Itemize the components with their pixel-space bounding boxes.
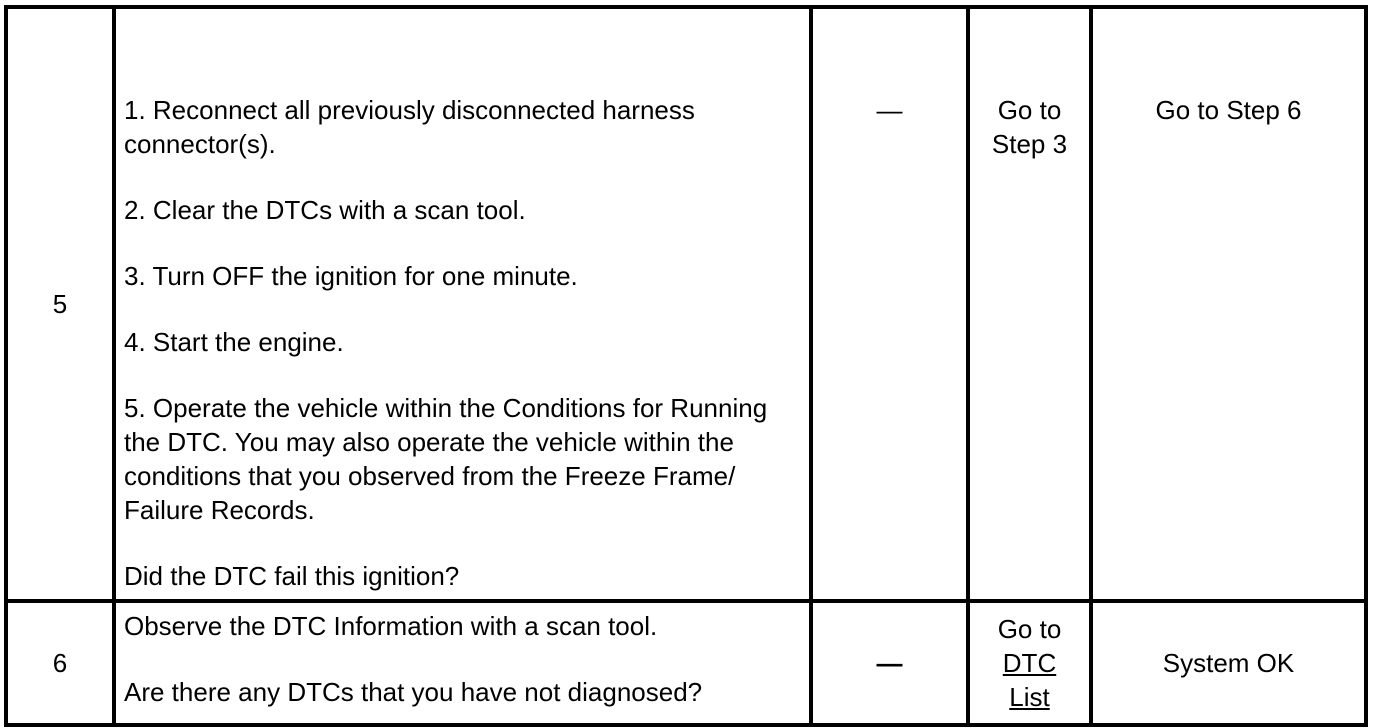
action-item-4: 4. Start the engine.	[124, 327, 344, 357]
yes-line-1: Go to	[997, 95, 1062, 125]
dtc-list-link[interactable]	[970, 646, 1089, 714]
step-yes	[968, 7, 1091, 601]
step-values: —	[811, 7, 968, 601]
action-item-5: 5. Operate the vehicle within the Conditions for Running the DTC. You may also operate the vehicle within the conditions that you observed from the Freeze Frame/ Failure Records.	[124, 393, 768, 525]
dtc-list-link-line-1[interactable]: DTC	[1002, 648, 1057, 678]
action-question: Did the DTC fail this ignition?	[124, 561, 460, 591]
action-item-2: 2. Clear the DTCs with a scan tool.	[124, 195, 526, 225]
action-item-3: 3. Turn OFF the ignition for one minute.	[124, 261, 578, 291]
action-question: Are there any DTCs that you have not diagnosed?	[124, 677, 703, 707]
step-yes	[968, 601, 1091, 725]
step-no: Go to Step 6	[1091, 7, 1366, 601]
step-values: —	[811, 601, 968, 725]
step-action	[114, 601, 811, 725]
step-action	[114, 7, 811, 601]
action-item-1: 1. Reconnect all previously disconnected harness connector(s).	[124, 95, 695, 159]
table-row-step-6	[6, 601, 1366, 725]
table-row-step-5	[6, 7, 1366, 601]
diagnostic-table	[4, 5, 1368, 727]
step-number: 5	[6, 7, 114, 601]
yes-line-2: Step 3	[991, 129, 1068, 159]
action-instruction: Observe the DTC Information with a scan tool.	[124, 611, 658, 641]
step-no: System OK	[1091, 601, 1366, 725]
yes-line-1: Go to	[997, 614, 1062, 644]
step-number: 6	[6, 601, 114, 725]
dtc-list-link-line-2[interactable]: List	[1009, 682, 1050, 712]
